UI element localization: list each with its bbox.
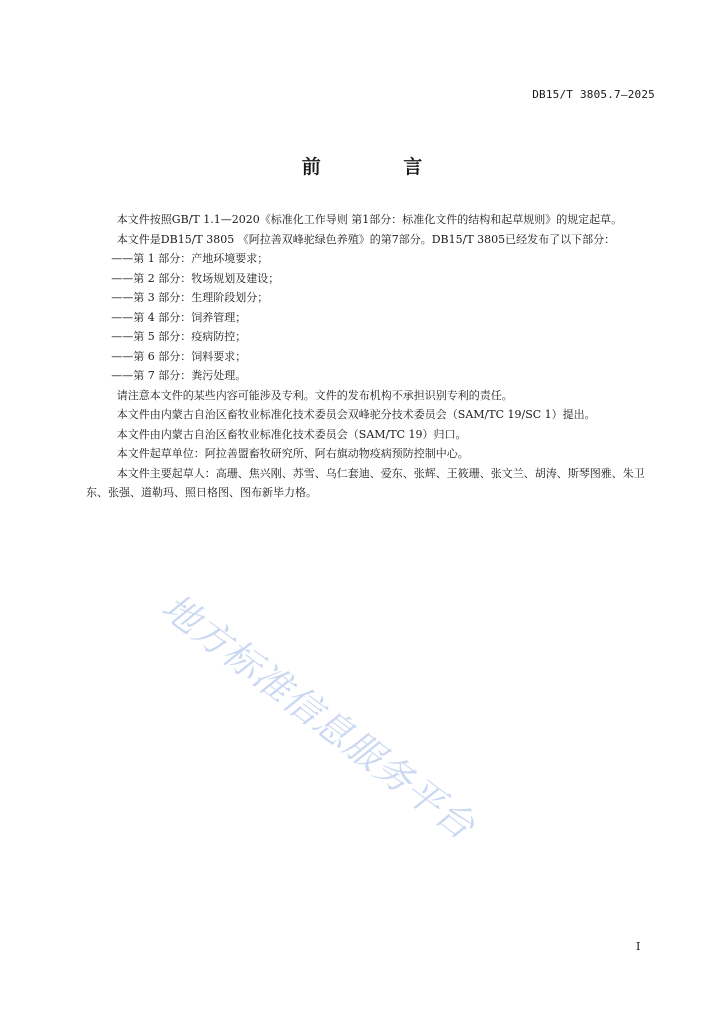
- document-body: [86, 210, 656, 503]
- list-item-part-3: ——第 3 部分：生理阶段划分；: [111, 291, 269, 304]
- paragraph-drafting-units: 本文件起草单位：阿拉善盟畜牧研究所、阿右旗动物疫病预防控制中心。: [116, 447, 469, 460]
- watermark: 地方标准信息服务平台: [153, 585, 484, 849]
- document-code: DB15/T 3805.7—2025: [532, 88, 655, 101]
- paragraph-proposed-by: 本文件由内蒙古自治区畜牧业标准化技术委员会双峰驼分技术委员会（SAM/TC 19/SC 1）提出。: [116, 408, 596, 421]
- paragraph-series-info: 本文件是DB15/T 3805 《阿拉善双峰驼绿色养殖》的第7部分。DB15/T 3805已经发布了以下部分：: [116, 232, 616, 246]
- paragraph-drafting-basis: 本文件按照GB/T 1.1—2020《标准化工作导则 第1部分：标准化文件的结构和起草规则》的规定起草。: [116, 213, 623, 226]
- page-number: I: [636, 940, 641, 953]
- list-item-part-5: ——第 5 部分：疫病防控；: [111, 330, 247, 343]
- list-item-part-6: ——第 6 部分：饲料要求；: [111, 349, 247, 363]
- list-item-part-1: ——第 1 部分：产地环境要求；: [111, 252, 269, 265]
- paragraph-drafters: 本文件主要起草人：高珊、焦兴刚、苏雪、乌仁套迪、爱东、张辉、王筱珊、张文兰、胡涛、斯琴图雅、朱卫东、张强、道勒玛、照日格图、图布新毕力格。: [86, 466, 645, 499]
- list-item-part-4: ——第 4 部分：饲养管理；: [111, 310, 247, 324]
- list-item-part-7: ——第 7 部分：粪污处理。: [111, 369, 247, 382]
- list-item-part-2: ——第 2 部分：牧场规划及建设；: [111, 271, 280, 285]
- paragraph-administered-by: 本文件由内蒙古自治区畜牧业标准化技术委员会（SAM/TC 19）归口。: [116, 427, 467, 441]
- paragraph-patent-notice: 请注意本文件的某些内容可能涉及专利。文件的发布机构不承担识别专利的责任。: [116, 388, 513, 402]
- page-title: 前 言: [301, 156, 461, 178]
